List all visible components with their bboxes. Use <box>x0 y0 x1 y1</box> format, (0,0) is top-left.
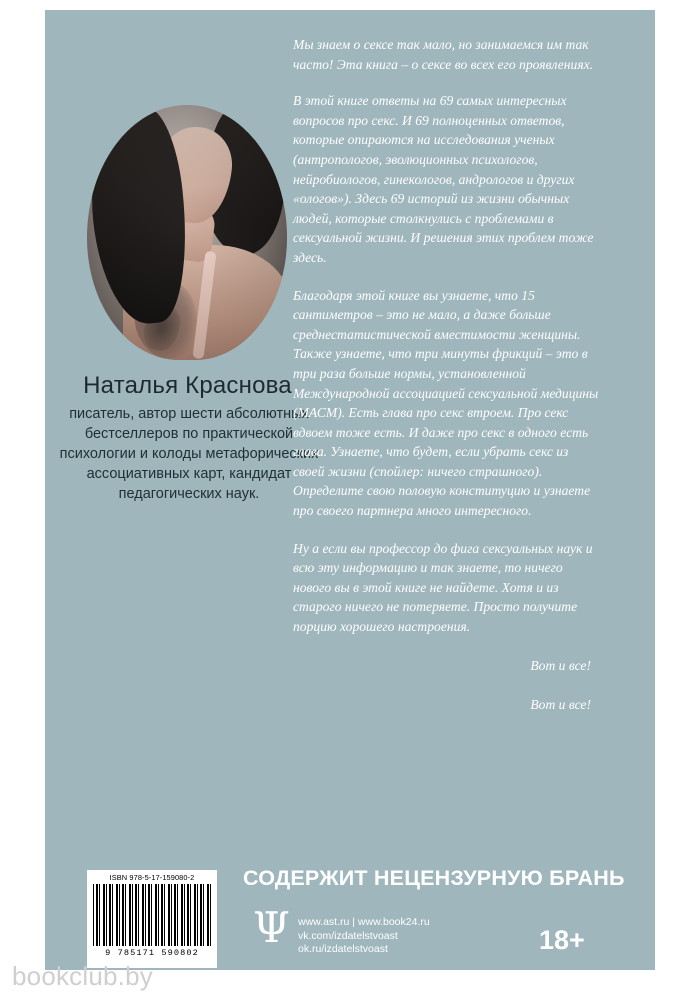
blurb-paragraph-1: Мы знаем о сексе так мало, но занимаемся им так часто! Эта книга – о сексе во всех его проявлениях. <box>293 37 594 72</box>
content-warning: СОДЕРЖИТ НЕЦЕНЗУРНУЮ БРАНЬ <box>243 866 625 890</box>
publisher-link-line-3: ok.ru/izdatelstvoast <box>298 943 388 955</box>
publisher-link-line-2: vk.com/izdatelstvoast <box>298 929 398 942</box>
blurb-outro-line-1: Вот и все! <box>530 657 591 673</box>
barcode <box>87 870 217 968</box>
publisher-link-line-1: www.ast.ru | www.book24.ru <box>298 916 430 928</box>
photo-shading <box>87 105 287 360</box>
author-photo <box>87 105 287 360</box>
watermark: bookclub.by <box>12 961 153 991</box>
author-description: писатель, автор шести абсолютных бестселлеров по практической психологии и колоды метафорических ассоциативных карт, кандидат педагогических наук. <box>59 406 319 502</box>
blurb-text <box>293 35 603 733</box>
blurb-paragraph-4: Ну а если вы профессор до фига сексуальных наук и всю эту информацию и так знаете, то ничего нового вы в этой книге не найдете. Хотя и из старого ничего не потеряете. Просто получите порцию хорошего настроения. <box>293 540 593 635</box>
barcode-digits: 9 785171 590802 <box>105 948 199 958</box>
blurb-outro-line-2: Вот и все! <box>530 696 591 712</box>
author-name: Наталья Краснова <box>83 372 292 399</box>
blurb-paragraph-2: В этой книге ответы на 69 самых интересных вопросов про секс. И 69 полноценных ответов, которые опираются на исследования ученых (антропологов, эволюционных психологов, нейробиологов, гинекологов, андрологов и других «ологов»). Здесь 69 историй из жизни обычных людей, которые столкнулись с проблемами в сексуальной жизни. И решения этих проблем тоже здесь. <box>293 93 594 265</box>
barcode-bars <box>93 884 211 946</box>
publisher-logo-icon: Ψ <box>253 903 290 952</box>
isbn-text: ISBN 978-5-17-159080-2 <box>109 873 195 882</box>
age-rating-badge: 18+ <box>539 925 585 955</box>
publisher-links <box>298 916 430 957</box>
book-back-cover <box>45 10 655 970</box>
blurb-paragraph-3: Благодаря этой книге вы узнаете, что 15 сантиметров – это не мало, а даже больше среднестатистической вместимости женщины. Также узнаете, что три минуты фрикций – это в три раза больше нормы, установленной Международной ассоциацией сексуальной медицины (МАСМ). Есть глава про секс втроем. Про секс вдвоем тоже есть. И даже про секс в одного есть глава. Узнаете, что будет, если убрать секс из своей жизни (спойлер: ничего страшного). Определите свою половую конституцию и узнаете про своего партнера много интересного. <box>293 287 599 519</box>
